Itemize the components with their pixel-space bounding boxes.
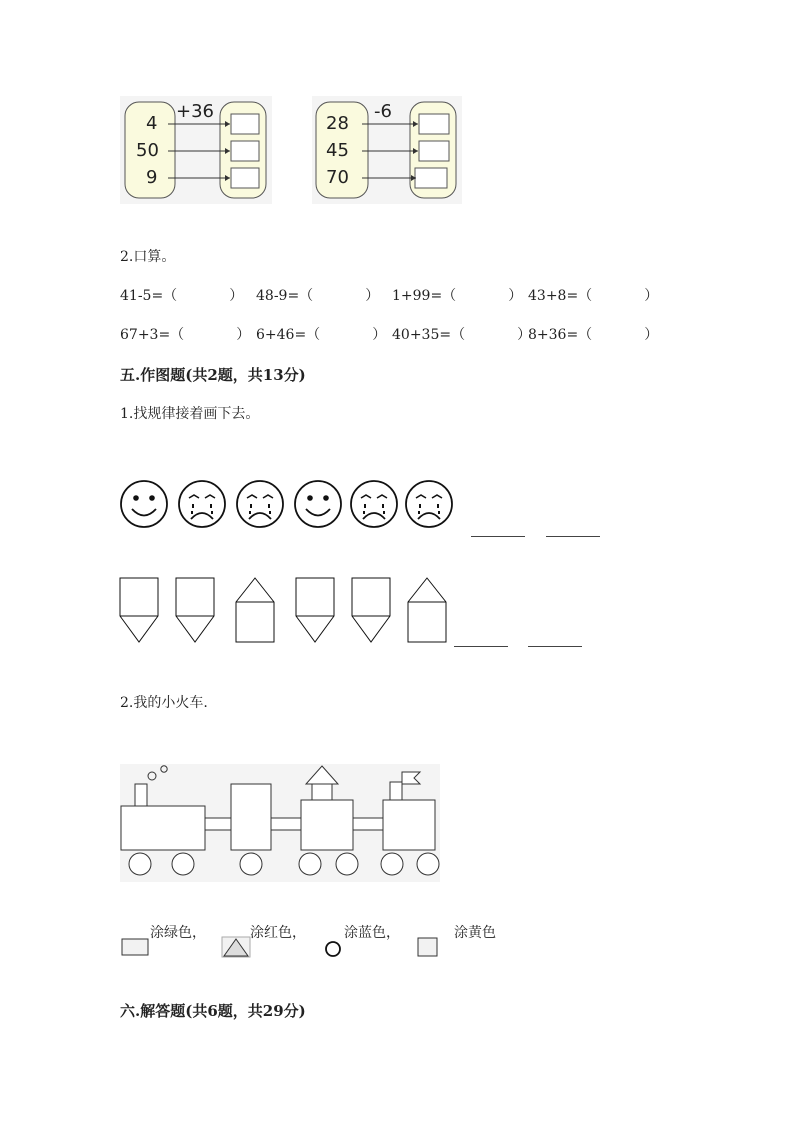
answer-line[interactable] [471,536,525,537]
arith-expression: 67+3=（ [120,327,185,343]
input-value: 45 [326,140,349,161]
arith-item [120,285,243,305]
question-title: 2.口算。 [120,249,176,265]
arith-item [120,324,250,344]
arith-expression: 40+35=（ [392,327,466,343]
close-paren: ） [236,327,251,343]
train-figure [120,764,440,882]
close-paren: ） [644,327,659,343]
question-title: 1.找规律接着画下去。 [120,406,260,422]
arith-item [392,324,531,344]
house-icon [408,578,446,642]
smiley-face-icon [121,481,167,527]
arith-expression: 48-9=（ [256,288,314,304]
crying-face-icon [237,481,283,527]
input-value: 28 [326,113,349,134]
shapes-pattern [118,576,454,646]
close-paren: ） [365,288,380,304]
crying-face-icon [179,481,225,527]
legend-label: 涂绿色， [150,925,206,941]
section-heading: 五.作图题(共2题，共13分) [120,366,306,384]
faces-pattern [118,478,458,530]
mapping-figure-add [120,96,272,204]
pentagon-down-icon [352,578,390,642]
answer-line[interactable] [546,536,600,537]
arith-expression: 8+36=（ [528,327,593,343]
close-paren: ） [644,288,659,304]
close-paren: ） [517,327,532,343]
pentagon-down-icon [120,578,158,642]
arith-item [256,324,386,344]
arith-expression: 43+8=（ [528,288,593,304]
legend-label: 涂蓝色， [344,925,400,941]
arith-expression: 6+46=（ [256,327,321,343]
answer-line[interactable] [528,646,582,647]
answer-line[interactable] [454,646,508,647]
close-paren: ） [229,288,244,304]
pentagon-down-icon [296,578,334,642]
mapping-figure-subtract [312,96,462,204]
operator-label: +36 [176,101,214,122]
crying-face-icon [351,481,397,527]
input-value: 70 [326,167,349,188]
arith-expression: 41-5=（ [120,288,178,304]
operator-label: -6 [374,101,392,122]
arith-item [256,285,379,305]
arith-item [392,285,522,305]
circle-icon [324,940,342,958]
section-heading: 六.解答题(共6题，共29分) [120,1002,306,1020]
pentagon-down-icon [176,578,214,642]
question-title: 2.我的小火车. [120,695,208,711]
train-drawing [120,764,440,882]
triangle-icon [221,936,251,958]
close-paren: ） [372,327,387,343]
legend-label: 涂黄色 [454,925,496,941]
square-icon [417,937,439,957]
crying-face-icon [406,481,452,527]
arith-expression: 1+99=（ [392,288,457,304]
rectangle-icon [121,938,149,956]
legend-label: 涂红色， [250,925,306,941]
close-paren: ） [508,288,523,304]
input-value: 50 [136,140,159,161]
input-value: 4 [146,113,158,134]
arith-item [528,285,658,305]
house-icon [236,578,274,642]
arith-item [528,324,658,344]
input-value: 9 [146,167,158,188]
smiley-face-icon [295,481,341,527]
